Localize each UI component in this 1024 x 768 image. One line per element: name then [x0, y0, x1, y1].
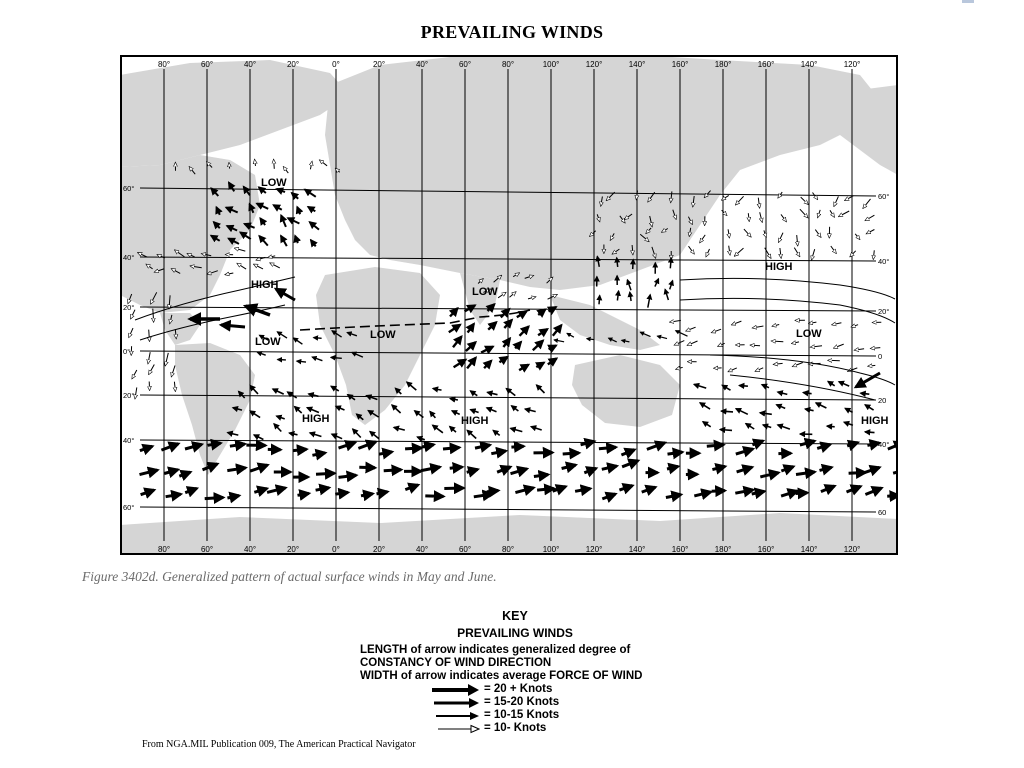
lon-label-top: 120° — [585, 60, 603, 69]
lat-label-left: 40° — [123, 253, 135, 262]
wind-arrow — [361, 494, 373, 496]
pressure-label: LOW — [261, 177, 287, 189]
corner-mark — [962, 0, 974, 3]
wind-arrow — [750, 345, 760, 346]
wind-arrow — [444, 488, 463, 489]
wind-arrow — [339, 475, 357, 477]
lon-label-bottom: 80° — [501, 545, 515, 554]
legend-arrow-icon — [430, 697, 480, 709]
wind-arrow — [229, 163, 230, 169]
pressure-label: HIGH — [765, 261, 793, 273]
lon-label-top: 140° — [628, 60, 646, 69]
lat-label-left: 20° — [123, 391, 135, 400]
source-credit: From NGA.MIL Publication 009, The American Practical Navigator — [142, 739, 416, 750]
wind-arrow — [721, 411, 733, 412]
pressure-label: LOW — [255, 336, 281, 348]
wind-arrow — [599, 296, 600, 305]
wind-arrow — [298, 493, 309, 495]
wind-arrow — [425, 496, 443, 497]
wind-arrow — [828, 360, 840, 361]
lat-label-right: 20 — [878, 396, 887, 405]
lon-label-top: 20° — [372, 60, 386, 69]
pressure-label: HIGH — [461, 415, 489, 427]
lon-label-top: 160° — [757, 60, 775, 69]
lon-label-bottom: 0° — [332, 545, 340, 554]
legend-row — [430, 722, 670, 735]
wind-arrow — [712, 491, 725, 492]
figure-caption: Figure 3402d. Generalized pattern of actual surface winds in May and June. — [82, 569, 497, 584]
wind-arrow — [293, 449, 306, 450]
legend-arrow-icon — [430, 684, 480, 696]
wind-arrow — [796, 493, 808, 494]
lon-label-top: 100° — [542, 60, 560, 69]
pressure-label: HIGH — [251, 279, 279, 291]
wind-arrow — [772, 341, 784, 342]
wind-arrow — [849, 473, 866, 474]
wind-arrow — [316, 473, 335, 474]
lat-label-right: 40° — [878, 257, 890, 266]
legend-arrow-icon — [430, 723, 480, 735]
wind-arrow — [617, 258, 618, 267]
legend-label: = 10-15 Knots — [484, 709, 560, 721]
wind-map-svg — [120, 55, 898, 555]
pressure-label: LOW — [472, 286, 498, 298]
wind-arrow — [739, 386, 748, 387]
lon-label-bottom: 120° — [585, 545, 603, 554]
pressure-label: HIGH — [861, 415, 889, 427]
lat-label-left: 0° — [123, 347, 131, 356]
lon-label-bottom: 140° — [800, 545, 818, 554]
lon-label-bottom: 160° — [671, 545, 689, 554]
legend-label: = 10- Knots — [484, 722, 547, 734]
lon-label-bottom: 20° — [286, 545, 300, 554]
lon-label-top: 40° — [415, 60, 429, 69]
legend-label: = 15-20 Knots — [484, 696, 560, 708]
lon-label-bottom: 40° — [415, 545, 429, 554]
lon-label-top: 60° — [458, 60, 472, 69]
legend-arrow-icon — [430, 710, 480, 722]
wind-arrow — [487, 491, 499, 492]
wind-arrow — [668, 452, 683, 454]
lon-label-top: 120° — [843, 60, 861, 69]
wind-arrow — [865, 432, 874, 433]
wind-arrow — [511, 446, 523, 447]
lat-label-right: 60° — [878, 192, 890, 201]
lon-label-top: 80° — [501, 60, 515, 69]
lat-label-right: 40° — [878, 440, 890, 449]
lon-label-top: 60° — [200, 60, 214, 69]
lon-label-top: 80° — [157, 60, 171, 69]
wind-arrow — [707, 445, 724, 446]
pressure-label: LOW — [370, 329, 396, 341]
key-title: KEY — [502, 609, 528, 623]
wind-arrow — [274, 160, 275, 169]
wind-arrow — [534, 475, 548, 477]
lat-label-left: 60° — [123, 503, 135, 512]
legend-row — [430, 683, 670, 696]
pressure-label: HIGH — [302, 413, 330, 425]
legend-row — [430, 696, 670, 709]
lat-label-right: 60 — [878, 508, 887, 517]
wind-arrow — [405, 448, 421, 449]
legend-row — [430, 709, 670, 722]
key-line-constancy: CONSTANCY OF WIND DIRECTION — [360, 657, 552, 669]
legend-key — [360, 610, 670, 735]
lon-label-bottom: 20° — [372, 545, 386, 554]
wind-arrow — [827, 426, 835, 427]
lat-label-left: 20° — [123, 303, 135, 312]
wind-arrow — [861, 393, 870, 394]
wind-arrow — [297, 361, 306, 362]
lon-label-top: 140° — [800, 60, 818, 69]
wind-arrow — [205, 498, 224, 499]
lon-label-bottom: 140° — [628, 545, 646, 554]
lon-label-bottom: 160° — [757, 545, 775, 554]
lon-label-bottom: 60° — [458, 545, 472, 554]
lon-label-bottom: 80° — [157, 545, 171, 554]
lon-label-top: 20° — [286, 60, 300, 69]
wind-arrow — [384, 470, 401, 471]
lon-label-bottom: 120° — [843, 545, 861, 554]
lon-label-top: 160° — [671, 60, 689, 69]
lat-label-right: 20° — [878, 307, 890, 316]
wind-arrow — [443, 448, 459, 450]
lon-label-top: 0° — [332, 60, 340, 69]
wind-arrow — [331, 357, 342, 358]
wind-arrow — [633, 260, 634, 270]
legend-label: = 20 + Knots — [484, 683, 553, 695]
lat-label-left: 40° — [123, 436, 135, 445]
lon-label-bottom: 100° — [542, 545, 560, 554]
key-subtitle: PREVAILING WINDS — [457, 626, 573, 640]
wind-arrow — [359, 467, 375, 468]
lon-label-bottom: 180° — [714, 545, 732, 554]
key-line-width: WIDTH of arrow indicates average FORCE OF WIND — [360, 670, 643, 682]
wind-arrow — [537, 489, 554, 491]
wind-arrow — [221, 325, 245, 327]
wind-arrow — [450, 467, 463, 468]
lon-label-bottom: 60° — [200, 545, 214, 554]
page-title: PREVAILING WINDS — [420, 22, 604, 42]
lon-label-top: 40° — [243, 60, 257, 69]
lat-label-left: 60° — [123, 184, 135, 193]
lat-label-right: 0 — [878, 352, 883, 361]
wind-map — [120, 55, 898, 555]
wind-arrow — [314, 338, 322, 339]
lon-label-top: 180° — [714, 60, 732, 69]
lon-label-bottom: 40° — [243, 545, 257, 554]
wind-arrow — [335, 492, 348, 494]
wind-arrow — [563, 453, 579, 454]
wind-arrow — [720, 430, 732, 431]
wind-arrow — [599, 447, 616, 449]
pressure-label: LOW — [796, 328, 822, 340]
wind-arrow — [670, 258, 671, 268]
legend-rows — [360, 683, 670, 735]
key-line-length: LENGTH of arrow indicates generalized degree of — [360, 644, 631, 656]
